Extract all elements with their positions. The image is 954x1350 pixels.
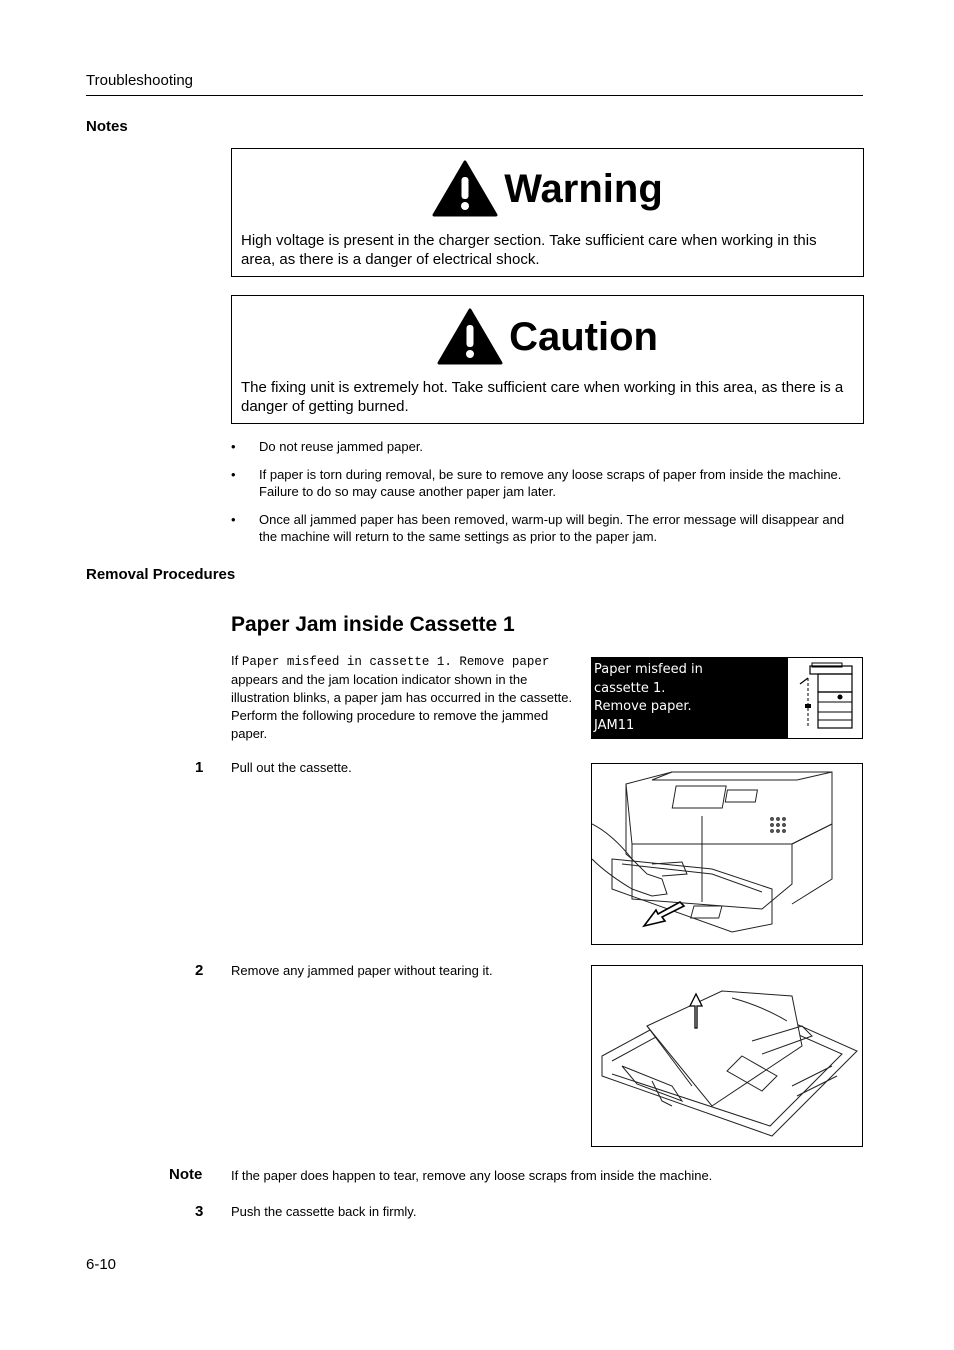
caution-title-row (232, 308, 863, 365)
jam-location-indicator-icon (798, 660, 860, 736)
lcd-line: Remove paper. (594, 699, 692, 714)
intro-message-code: Paper misfeed in cassette 1. Remove paper (241, 655, 550, 669)
step-text: Pull out the cassette. (231, 760, 352, 775)
cassette-paper-drawing (592, 966, 862, 1146)
intro-suffix: appears and the jam location indicator shown in the illustration blinks, a paper jam has occurred in the cassette. Perform the following procedure to remove the jammed paper. (231, 672, 573, 741)
intro-prefix: If (231, 653, 242, 668)
warning-text: High voltage is present in the charger section. Take sufficient care when working in this area, as there is a danger of electrical shock. (241, 232, 817, 268)
notes-heading: Notes (86, 118, 128, 135)
running-header: Troubleshooting (86, 72, 194, 89)
procedure-subheading: Paper Jam inside Cassette 1 (231, 613, 515, 636)
lcd-line: cassette 1. (594, 680, 666, 696)
bullet-item: If paper is torn during removal, be sure to remove any loose scraps of paper from inside the machine. Failure to do so may cause another paper jam later. (259, 467, 842, 499)
warning-box (231, 148, 864, 277)
bullet-item: Do not reuse jammed paper. (259, 439, 424, 454)
copier-cassette-drawing (592, 764, 862, 944)
caution-title: Caution (509, 314, 658, 359)
warning-title: Warning (504, 166, 663, 211)
lcd-line: JAM11 (594, 717, 635, 733)
lcd-line: Paper misfeed in (594, 662, 703, 677)
step-text: Remove any jammed paper without tearing it. (231, 963, 493, 978)
bullet-marker: • (231, 512, 236, 527)
remove-paper-illustration (591, 965, 863, 1147)
bullet-marker: • (231, 467, 236, 482)
lcd-panel (591, 657, 863, 739)
warning-title-row (232, 160, 863, 217)
warning-triangle-icon (432, 160, 498, 217)
bullet-marker: • (231, 439, 236, 454)
step-number: 3 (195, 1203, 204, 1220)
bullet-item: Once all jammed paper has been removed, warm-up will begin. The error message will disappear and the machine will return to the same settings as prior to the paper jam. (259, 512, 845, 544)
note-label: Note (169, 1166, 203, 1183)
procedure-intro (231, 652, 583, 743)
step-text: Push the cassette back in firmly. (231, 1204, 417, 1219)
caution-triangle-icon (437, 308, 503, 365)
caution-text: The fixing unit is extremely hot. Take sufficient care when working in this area, as there is a danger of getting burned. (241, 379, 844, 415)
page-number: 6-10 (86, 1256, 117, 1273)
step-number: 2 (195, 962, 204, 979)
caution-box (231, 295, 864, 424)
lcd-message (592, 658, 788, 738)
removal-heading: Removal Procedures (86, 566, 236, 583)
pull-cassette-illustration (591, 763, 863, 945)
note-text: If the paper does happen to tear, remove any loose scraps from inside the machine. (231, 1168, 713, 1183)
step-number: 1 (195, 759, 204, 776)
header-rule (86, 95, 863, 96)
